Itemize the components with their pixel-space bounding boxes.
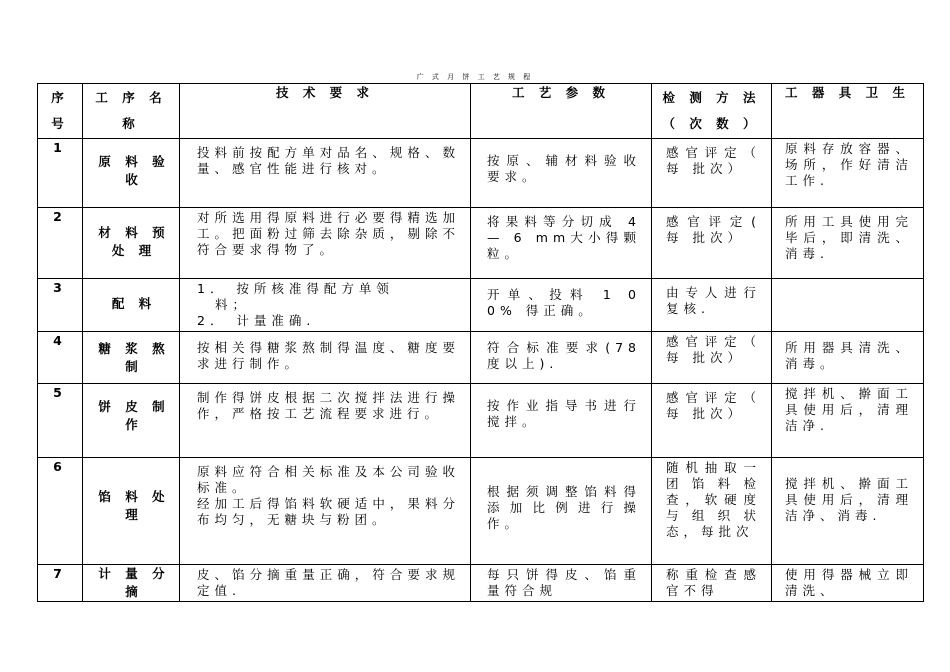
tech-item-1: 1． 按所核准得配方单领 <box>197 281 394 296</box>
tech-item-2: 2． 计量准确. <box>197 313 316 328</box>
tech-requirement: 投料前按配方单对品名、规格、数量、感官性能进行核对。 <box>180 139 471 208</box>
row-number: 4 <box>38 332 83 384</box>
header-tech-requirements: 技 术 要 求 <box>180 84 471 139</box>
process-name: 材 料 预 处 理 <box>83 208 180 279</box>
tech-requirement <box>180 458 471 565</box>
table-row <box>38 139 924 208</box>
tool-hygiene: 使用得器械立即清洗、 <box>772 565 924 602</box>
row-number: 6 <box>38 458 83 565</box>
table-row <box>38 208 924 279</box>
tech-item-2: 经加工后得馅料软硬适中，果料分布均匀，无糖块与粉团。 <box>197 496 460 527</box>
row-number: 1 <box>38 139 83 208</box>
inspection-method: 随机抽取一团馅料检查，软硬度与组织状态，每批次 <box>652 458 772 565</box>
row-number: 7 <box>38 565 83 602</box>
row-number: 3 <box>38 279 83 332</box>
row-number: 2 <box>38 208 83 279</box>
process-name: 配 料 <box>83 279 180 332</box>
tech-requirement <box>180 279 471 332</box>
table-row <box>38 279 924 332</box>
header-tool-hygiene: 工 器 具 卫 生 <box>772 84 924 139</box>
inspection-method: 感官评定（ 每 批次） <box>652 139 772 208</box>
document-title: 广 式 月 饼 工 艺 规 程 <box>416 73 534 81</box>
tech-item-1: 原料应符合相关标准及本公司验收标准。 <box>197 464 460 495</box>
tool-hygiene: 搅拌机、擀面工具使用后，清理洁净、消毒. <box>772 458 924 565</box>
process-parameter: 根据须调整馅料得添加比例进行操作。 <box>471 458 652 565</box>
tech-requirement: 按相关得糖浆熬制得温度、糖度要求进行制作。 <box>180 332 471 384</box>
table-row <box>38 332 924 384</box>
process-name: 糖 浆 熬 制 <box>83 332 180 384</box>
row-number: 5 <box>38 384 83 458</box>
tool-hygiene: 所用工具使用完毕后，即清洗、消毒. <box>772 208 924 279</box>
table-row <box>38 384 924 458</box>
process-name: 馅 料 处 理 <box>83 458 180 565</box>
tool-hygiene: 原料存放容器、场所，作好清洁工作. <box>772 139 924 208</box>
tech-item-1-cont: 料； <box>215 297 251 312</box>
table-header-row <box>38 84 924 139</box>
process-table <box>37 83 924 602</box>
process-parameter: 每只饼得皮、馅重量符合规 <box>471 565 652 602</box>
header-seq: 序 号 <box>38 84 83 139</box>
table-row <box>38 458 924 565</box>
tool-hygiene: 所用器具清洗、消毒。 <box>772 332 924 384</box>
tech-requirement: 对所选用得原料进行必要得精选加工。把面粉过筛去除杂质，剔除不符合要求得物了。 <box>180 208 471 279</box>
inspection-method: 由专人进行复核. <box>652 279 772 332</box>
process-name: 计 量 分 摘 <box>83 565 180 602</box>
header-process-name: 工 序 名 称 <box>83 84 180 139</box>
inspection-method: 称重检查感官不得 <box>652 565 772 602</box>
inspection-method: 感官评定（ 每 批次） <box>652 384 772 458</box>
inspection-method: 感官评定（ 每 批次） <box>652 332 772 384</box>
tech-requirement: 皮、馅分摘重量正确，符合要求规定值. <box>180 565 471 602</box>
process-parameter: 按原、辅材料验收要求。 <box>471 139 652 208</box>
process-parameter: 按作业指导书进行搅拌。 <box>471 384 652 458</box>
table-row <box>38 565 924 602</box>
process-parameter: 开单、投料 1 0 0% 得正确。 <box>471 279 652 332</box>
tool-hygiene: 搅拌机、擀面工具使用后，清理洁净. <box>772 384 924 458</box>
header-process-params: 工 艺 参 数 <box>471 84 652 139</box>
process-parameter: 符合标准要求(78度以上). <box>471 332 652 384</box>
inspection-method: 感官评定( 每 批次） <box>652 208 772 279</box>
tech-requirement: 制作得饼皮根据二次搅拌法进行操作，严格按工艺流程要求进行。 <box>180 384 471 458</box>
process-name: 原 料 验 收 <box>83 139 180 208</box>
process-name: 饼 皮 制 作 <box>83 384 180 458</box>
tool-hygiene <box>772 279 924 332</box>
process-parameter: 将果料等分切成 4 — 6 mm大小得颗粒。 <box>471 208 652 279</box>
header-inspection-method: 检 测 方 法 （ 次 数 ） <box>652 84 772 139</box>
